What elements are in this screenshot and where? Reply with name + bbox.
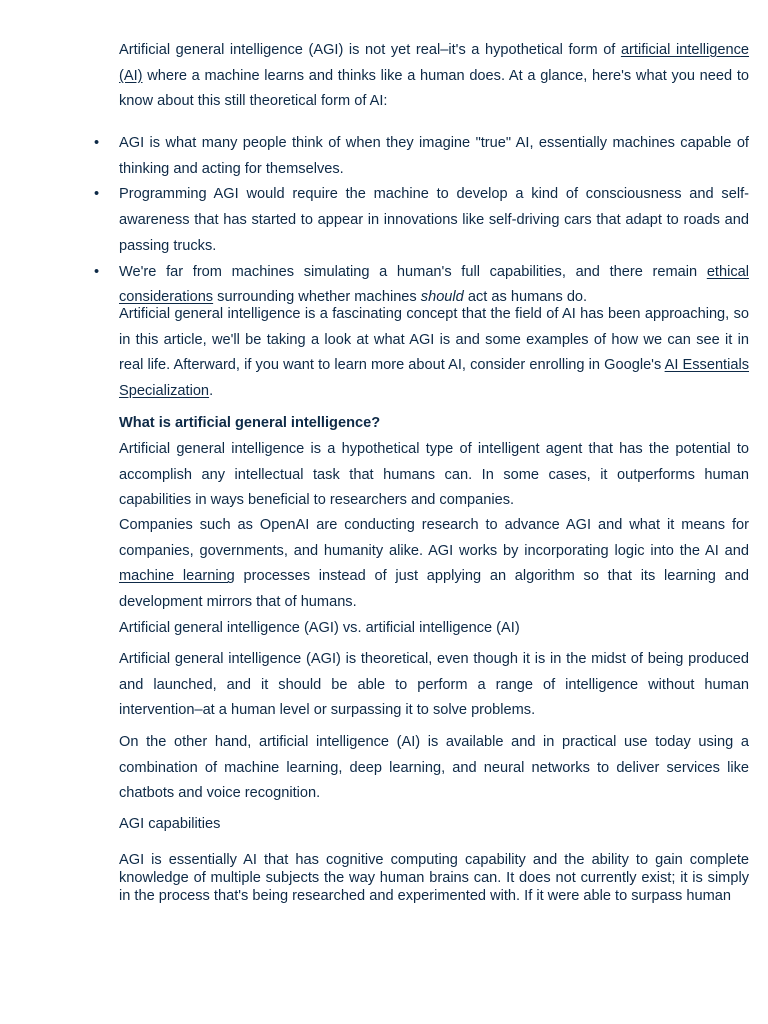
definition-paragraph: Artificial general intelligence is a hypothetical type of intelligent agent that has the potential to accomplish any intellectual task that humans can. In some cases, it outperforms human capabilities in ways beneficial to researchers and companies. <box>119 441 749 509</box>
overview-text: Artificial general intelligence is a fascinating concept that the field of AI has been approaching, so in this article, we'll be taking a look at what AGI is and some examples of how we can see it in real life. Afterward, if you want to learn more about AI, consider enrolling in Google's <box>119 306 749 374</box>
bullet-icon: • <box>94 135 100 151</box>
ethical-considerations-link[interactable]: ethical considerations <box>119 263 749 306</box>
bullet-icon: • <box>94 263 100 280</box>
ai-essentials-link[interactable]: AI Essentials Specialization <box>119 357 750 400</box>
bullet-item-2 <box>0 182 749 259</box>
bullet-icon: • <box>94 186 100 203</box>
intro-text-continued: where a machine learns and thinks like a human does. At a glance, here's what you need to know about this still theoretical form of AI: <box>119 67 749 110</box>
emphasis-text: should <box>420 289 464 306</box>
capabilities-paragraph: AGI is essentially AI that has cognitive computing capability and the ability to gain complete knowledge of multiple subjects the way human brains can. It does not currently exist; it is simply in the process that's being researched and experimented with. If it were able to surpass human <box>119 852 749 904</box>
research-paragraph <box>119 513 749 616</box>
summary-bullet-list <box>0 131 749 311</box>
section-heading-agi-vs-ai: Artificial general intelligence (AGI) vs. artificial intelligence (AI) <box>119 620 520 636</box>
agi-theoretical-paragraph: Artificial general intelligence (AGI) is theoretical, even though it is in the midst of being produced and launched, and it should be able to perform a range of intelligence without human intervention–at a human level or surpassing it to solve problems. <box>119 651 749 719</box>
bullet-text-end: act as humans do. <box>463 289 588 306</box>
overview-text-end: . <box>209 383 214 400</box>
machine-learning-link[interactable]: machine learning <box>119 568 235 585</box>
ai-practical-paragraph: On the other hand, artificial intelligence (AI) is available and in practical use today using a combination of machine learning, deep learning, and neural networks to deliver services like chatbots and voice recognition. <box>119 734 749 802</box>
overview-paragraph <box>119 302 749 405</box>
artificial-intelligence-link[interactable]: artificial intelligence (AI) <box>119 42 749 84</box>
intro-paragraph <box>119 38 749 115</box>
bullet-text: Programming AGI would require the machine to develop a kind of consciousness and self-awareness that has started to appear in innovations like self-driving cars that adapt to roads and passing trucks. <box>119 186 749 254</box>
bullet-text: We're far from machines simulating a human's full capabilities, and there remain <box>119 263 707 280</box>
research-text: Companies such as OpenAI are conducting research to advance AGI and what it means for companies, governments, and humanity alike. AGI works by incorporating logic into the AI and <box>119 517 749 559</box>
section-heading-agi-capabilities: AGI capabilities <box>119 816 221 832</box>
bullet-text: AGI is what many people think of when they imagine "true" AI, essentially machines capable of thinking and acting for themselves. <box>119 135 749 177</box>
bullet-item-1 <box>0 131 749 182</box>
research-text-end: processes instead of just applying an algorithm so that its learning and development mirrors that of humans. <box>119 568 749 611</box>
intro-text: Artificial general intelligence (AGI) is not yet real–it's a hypothetical form of <box>119 42 621 58</box>
section-heading-what-is-agi: What is artificial general intelligence? <box>119 415 381 431</box>
bullet-text-continued: surrounding whether machines <box>213 289 421 306</box>
